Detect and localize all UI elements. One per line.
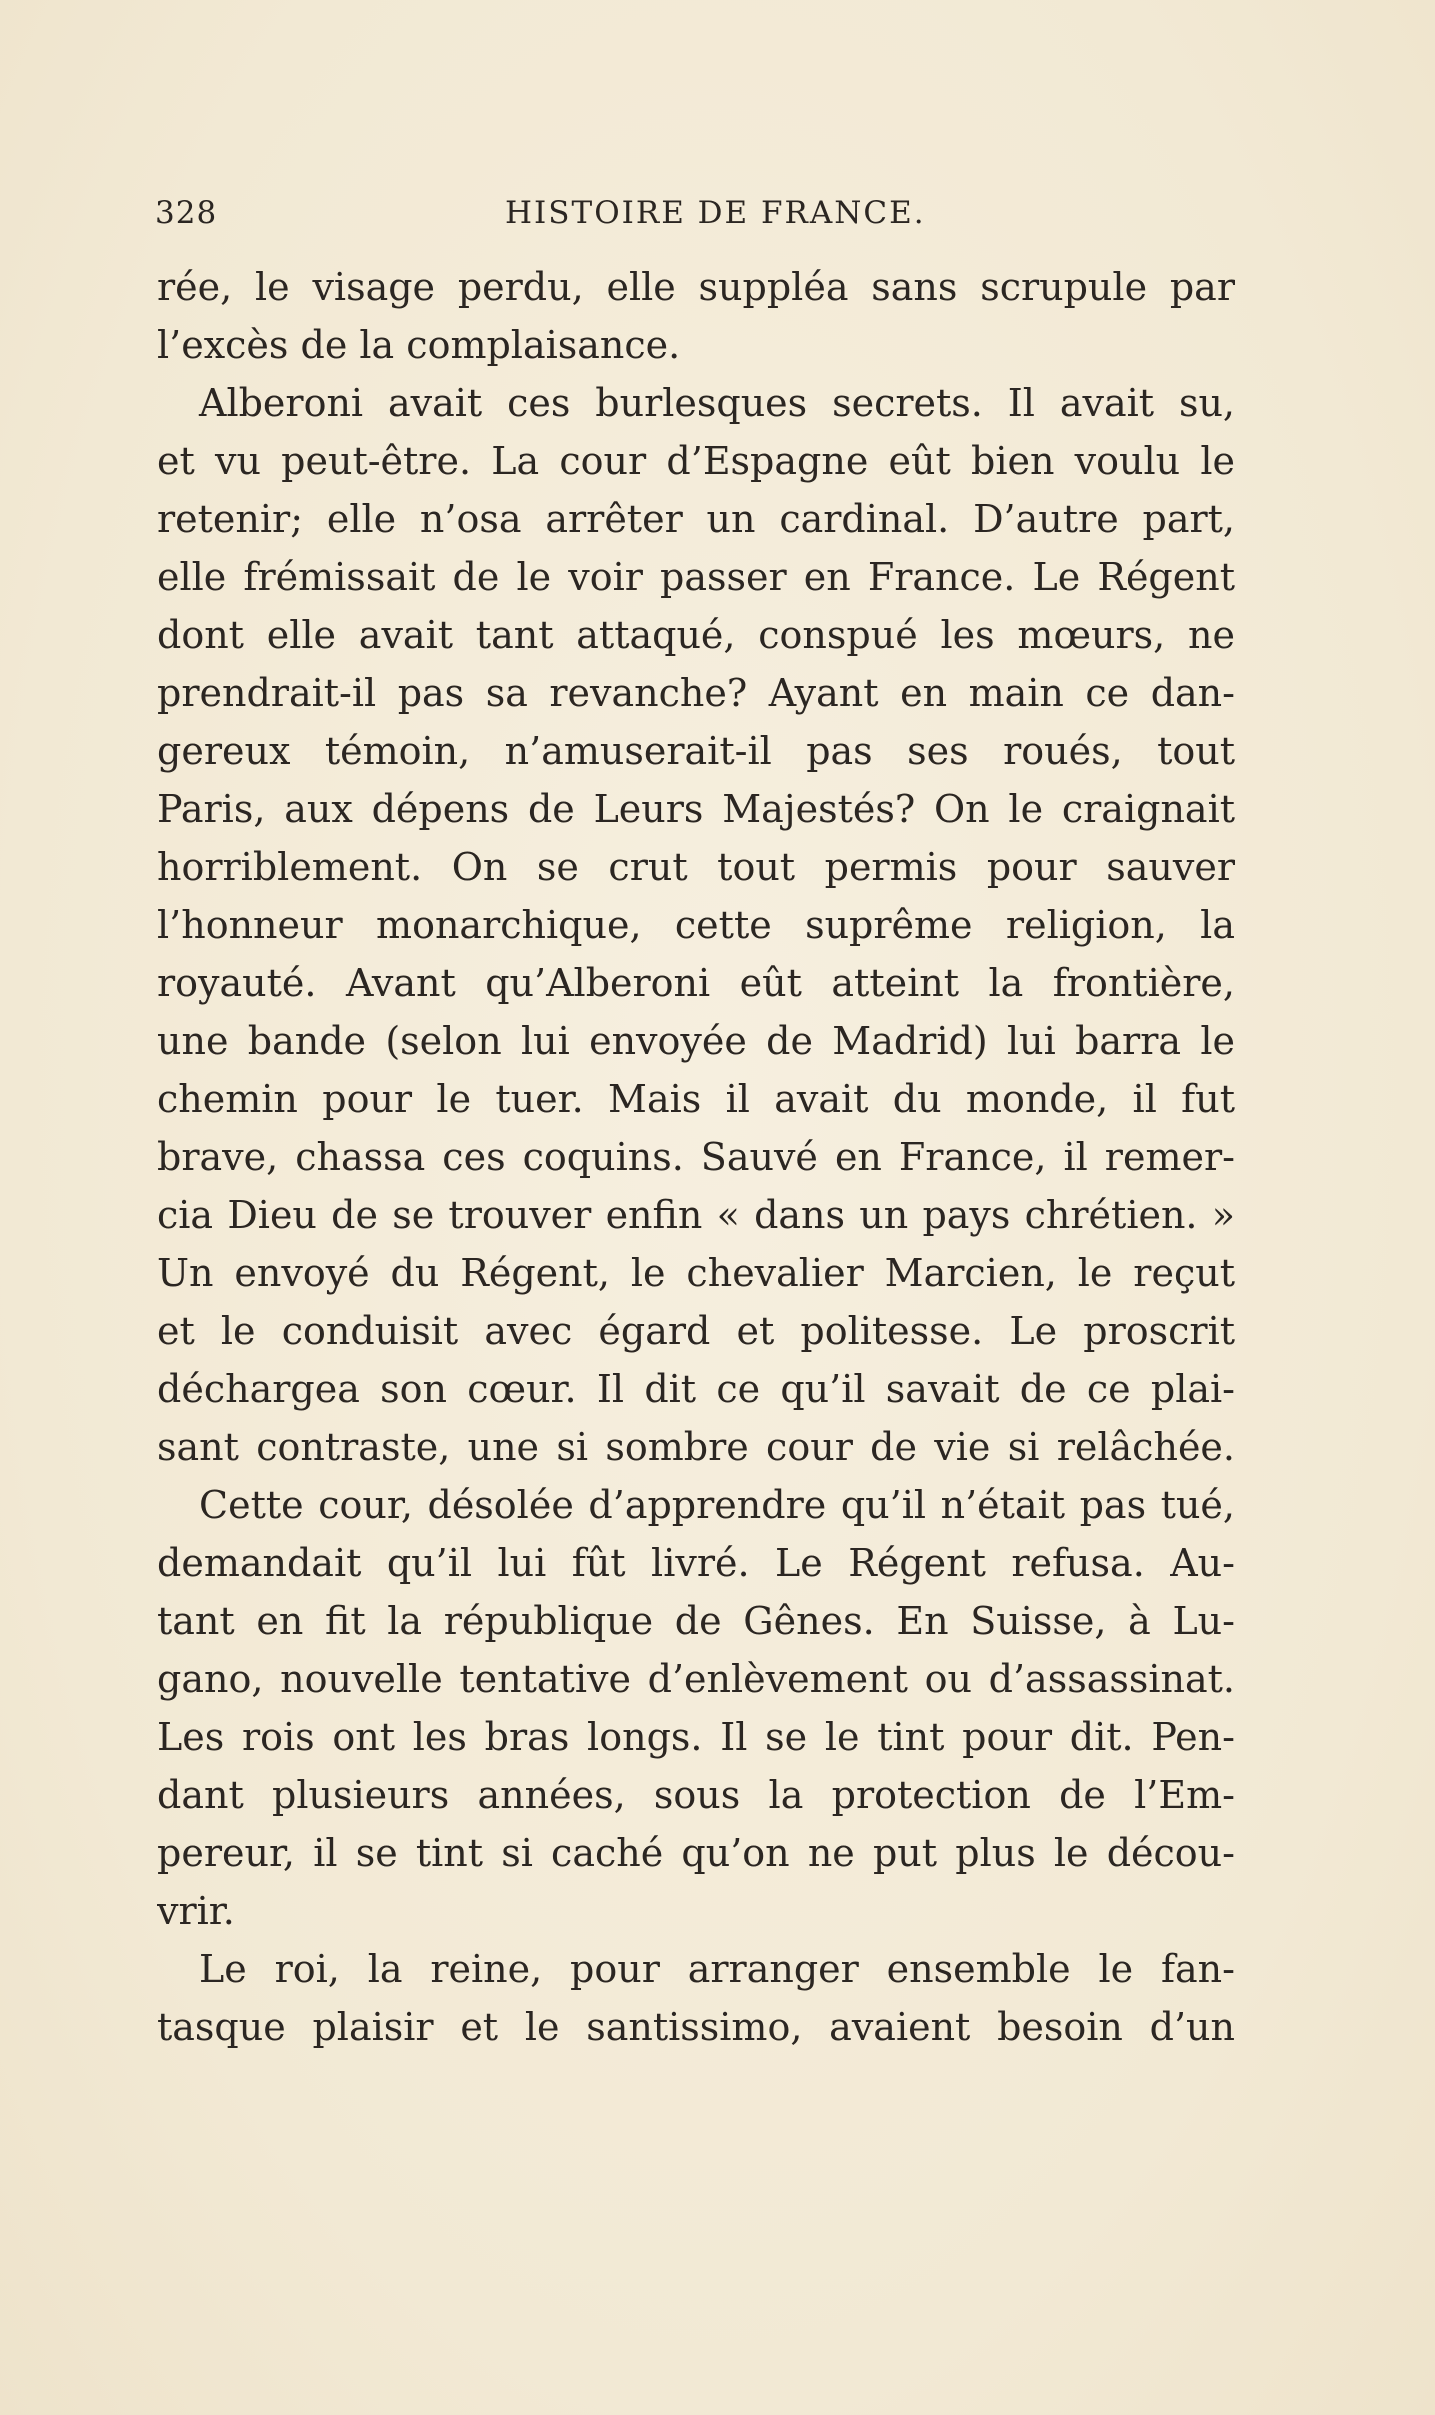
text-line: l’excès de la complaisance. [157,323,681,367]
text-line: Alberoni avait ces burlesques secrets. Il avait su, [199,381,1235,425]
text-line: pereur, il se tint si caché qu’on ne put plus le décou- [157,1831,1235,1875]
text-line: dant plusieurs années, sous la protection de l’Em- [157,1773,1235,1817]
text-line: prendrait-il pas sa revanche? Ayant en main ce dan- [157,671,1235,715]
text-line: sant contraste, une si sombre cour de vie si relâchée. [157,1425,1235,1469]
text-line: gereux témoin, n’amuserait-il pas ses roués, tout [157,729,1235,773]
text-line: gano, nouvelle tentative d’enlèvement ou d’assassinat. [157,1657,1235,1701]
text-line: retenir; elle n’osa arrêter un cardinal. D’autre part, [157,497,1235,541]
text-line: vrir. [157,1889,235,1933]
text-line: tant en fit la république de Gênes. En Suisse, à Lu- [157,1599,1235,1643]
text-line: horriblement. On se crut tout permis pour sauver [157,845,1235,889]
text-line: demandait qu’il lui fût livré. Le Régent refusa. Au- [157,1541,1235,1585]
text-line: une bande (selon lui envoyée de Madrid) lui barra le [157,1019,1235,1063]
text-line: rée, le visage perdu, elle suppléa sans scrupule par [157,265,1235,309]
text-line: Les rois ont les bras longs. Il se le tint pour dit. Pen- [157,1715,1235,1759]
text-line: dont elle avait tant attaqué, conspué les mœurs, ne [157,613,1235,657]
paragraph [157,374,1235,1476]
text-line: et le conduisit avec égard et politesse. Le proscrit [157,1309,1235,1353]
text-line: Cette cour, désolée d’apprendre qu’il n’était pas tué, [199,1483,1235,1527]
paragraph [157,258,1235,374]
paragraph [157,1476,1235,1940]
running-title: HISTOIRE DE FRANCE. [505,195,926,231]
text-line: l’honneur monarchique, cette suprême religion, la [157,903,1235,947]
text-line: Un envoyé du Régent, le chevalier Marcien, le reçut [157,1251,1235,1295]
text-line: chemin pour le tuer. Mais il avait du monde, il fut [157,1077,1235,1121]
page-header [155,188,1245,238]
text-line: elle frémissait de le voir passer en France. Le Régent [157,555,1235,599]
text-line: Paris, aux dépens de Leurs Majestés? On le craignait [157,787,1235,831]
page-number: 328 [155,195,218,231]
text-line: et vu peut-être. La cour d’Espagne eût bien voulu le [157,439,1235,483]
text-line: brave, chassa ces coquins. Sauvé en France, il remer- [157,1135,1235,1179]
text-line: cia Dieu de se trouver enfin « dans un pays chrétien. » [157,1193,1235,1237]
text-line: tasque plaisir et le santissimo, avaient besoin d’un [157,2005,1235,2049]
paragraph [157,1940,1235,2056]
text-line: Le roi, la reine, pour arranger ensemble le fan- [199,1947,1235,1991]
text-line: royauté. Avant qu’Alberoni eût atteint la frontière, [157,961,1235,1005]
body-text [157,258,1235,2056]
text-line: déchargea son cœur. Il dit ce qu’il savait de ce plai- [157,1367,1235,1411]
